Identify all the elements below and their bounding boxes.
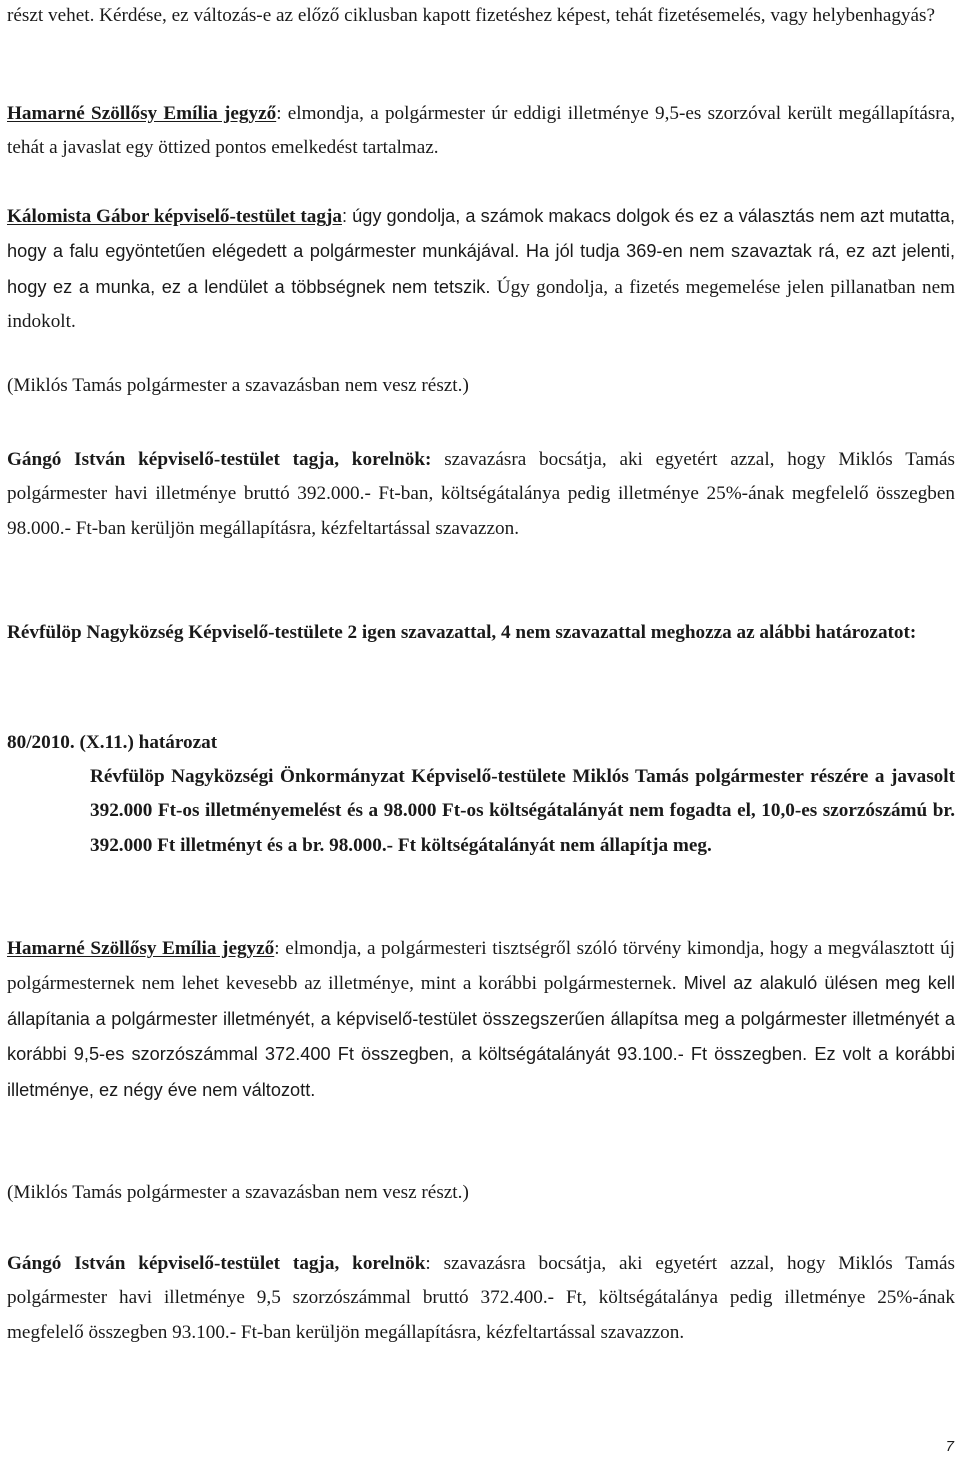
paragraph-text: : elmondja, a polgármester úr eddigi illetménye 9,5-es szorzóval került megállapításra, tehát a javaslat egy öttized pontos emelkedést tartalmaz. [7, 103, 956, 159]
paragraph-text: : szavazásra bocsátja, aki egyetért azzal, hogy Miklós Tamás polgármester havi illetménye 9,5 szorzószámmal bruttó 372.400.- Ft, költségátalánya pedig illetménye 25%-ának megfelelő összegben 93.100.- Ft-ban kerüljön megállapításra, kézfeltartással szavazzon. [7, 1253, 956, 1343]
speaker-name: Kálomista Gábor képviselő-testület tagja [7, 206, 342, 227]
resolution-number [7, 726, 955, 760]
speaker-name: Hamarné Szöllősy Emília jegyző [7, 938, 275, 959]
paragraph-vote-result [7, 616, 955, 650]
page-number: 7 [945, 1438, 954, 1455]
vote-result-text: Révfülöp Nagyközség Képviselő-testülete 2 igen szavazattal, 4 nem szavazattal meghozza az alábbi határozatot: [7, 622, 917, 643]
paragraph-question [7, 0, 955, 33]
speaker-name: Gángó István képviselő-testület tagja, korelnök: [7, 449, 432, 470]
speaker-name: Hamarné Szöllősy Emília jegyző [7, 103, 277, 124]
paragraph-text-cont: Úgy gondolja, a fizetés megemelése jelen pillanatban nem indokolt. [7, 276, 956, 333]
speaker-name: Gángó István képviselő-testület tagja, korelnök [7, 1253, 426, 1274]
paragraph-kalomista [7, 199, 955, 340]
resolution-body-text: Révfülöp Nagyközségi Önkormányzat Képviselő-testülete Miklós Tamás polgármester részére a javasolt 392.000 Ft-os illetményemelést és a 98.000 Ft-os költségátalányát nem fogadta el, 10,0-es szorzószámú br. 392.000 Ft illetményt és a br. 98.000.- Ft költségátalányát nem állapítja meg. [90, 766, 955, 856]
resolution-body [90, 760, 955, 863]
resolution-number-text: 80/2010. (X.11.) határozat [7, 732, 218, 753]
paragraph-text: : elmondja, a polgármesteri tisztségről szóló törvény kimondja, hogy a megválasztott új polgármesternek nem lehet kevesebb az illetménye, mint a korábbi polgármesternek. [7, 938, 956, 995]
paragraph-chair-vote-2 [7, 1247, 955, 1350]
paragraph-text: : úgy gondolja, a számok makacs dolgok és ez a választás nem azt mutatta, hogy a falu egyöntetűen elégedett a polgármester munkájával. Ha jól tudja 369-en nem szavaztak rá, ez azt jelenti, hogy ez a munka, ez a lendület a többségnek nem tetszik. [7, 206, 955, 297]
note-abstention-2 [7, 1176, 955, 1210]
note-text: (Miklós Tamás polgármester a szavazásban nem vesz részt.) [7, 375, 469, 396]
paragraph-notary-1 [7, 97, 955, 166]
paragraph-text: szavazásra bocsátja, aki egyetért azzal, hogy Miklós Tamás polgármester havi illetménye bruttó 392.000.- Ft-ban, költségátalánya pedig illetménye 25%-ának megfelelő összegben 98.000.- Ft-ban kerüljön megállapításra, kézfeltartással szavazzon. [7, 449, 956, 539]
paragraph-text: részt vehet. Kérdése, ez változás-e az előző ciklusban kapott fizetéshez képest, tehát fizetésemelés, vagy helybenhagyás? [7, 5, 936, 26]
paragraph-chair-vote-1 [7, 443, 955, 546]
note-abstention-1 [7, 369, 955, 403]
paragraph-text-cont: Mivel az alakuló ülésen meg kell állapítania a polgármester illetményét, a képviselő-testület összegszerűen állapítsa meg a polgármester illetményét a korábbi 9,5-es szorzószámmal 372.400 Ft összegben, a költségátalányát 93.100.- Ft összegben. Ez volt a korábbi illetménye, ez négy éve nem változott. [7, 973, 955, 1100]
note-text: (Miklós Tamás polgármester a szavazásban nem vesz részt.) [7, 1182, 469, 1203]
paragraph-notary-2 [7, 932, 955, 1108]
